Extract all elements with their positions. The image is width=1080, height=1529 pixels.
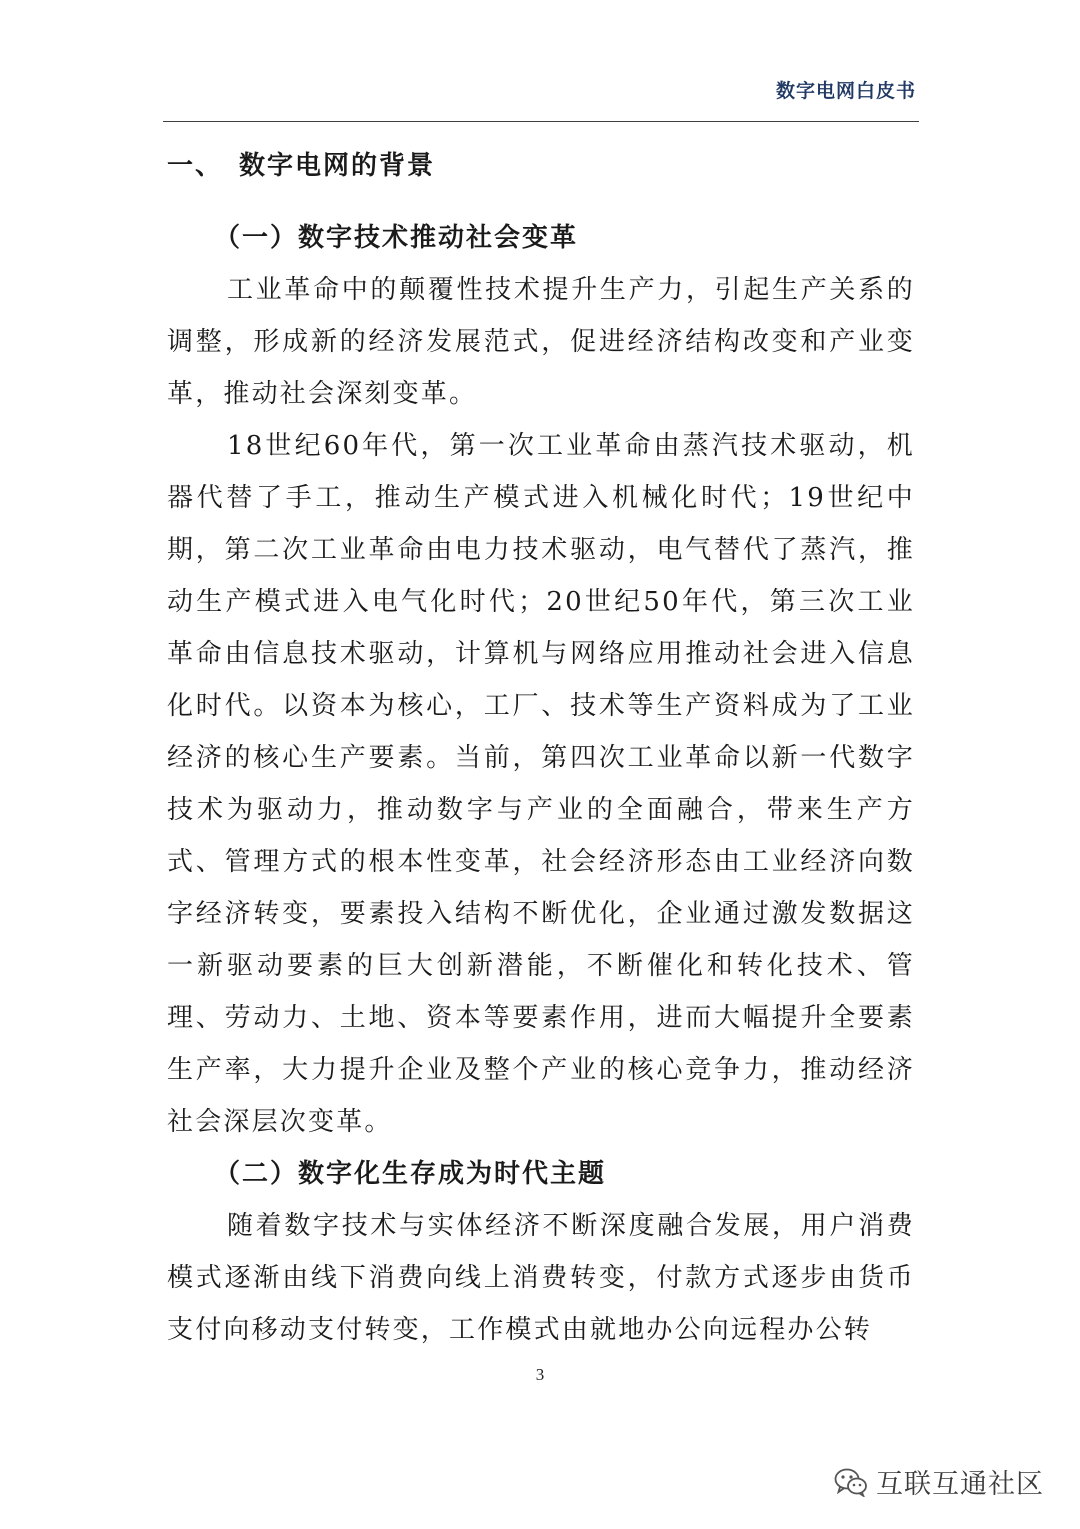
- header-divider: [163, 121, 919, 122]
- header-title: 数字电网白皮书: [775, 80, 916, 102]
- subsection-2: [167, 1148, 915, 1356]
- subsection-heading: （二）数字化生存成为时代主题: [214, 1159, 607, 1189]
- watermark-text: 互联互通社区: [876, 1469, 1044, 1500]
- page-number: 3: [535, 1365, 545, 1384]
- paragraph: 随着数字技术与实体经济不断深度融合发展，用户消费模式逐渐由线下消费向线上消费转变，付款方式逐步由货币支付向移动支付转变，工作模式由就地办公向远程办公转: [167, 1211, 915, 1345]
- paragraph: 18世纪60年代，第一次工业革命由蒸汽技术驱动，机器代替了手工，推动生产模式进入机械化时代；19世纪中期，第二次工业革命由电力技术驱动，电气替代了蒸汽，推动生产模式进入电气化时代；20世纪50年代，第三次工业革命由信息技术驱动，计算机与网络应用推动社会进入信息化时代。以资本为核心，工厂、技术等生产资料成为了工业经济的核心生产要素。当前，第四次工业革命以新一代数字技术为驱动力，推动数字与产业的全面融合，带来生产方式、管理方式的根本性变革，社会经济形态由工业经济向数字经济转变，要素投入结构不断优化，企业通过激发数据这一新驱动要素的巨大创新潜能，不断催化和转化技术、管理、劳动力、土地、资本等要素作用，进而大幅提升全要素生产率，大力提升企业及整个产业的核心竞争力，推动经济社会深层次变革。: [167, 431, 915, 1137]
- subsection-heading: （一）数字技术推动社会变革: [214, 223, 579, 253]
- paragraph: 工业革命中的颠覆性技术提升生产力，引起生产关系的调整，形成新的经济发展范式，促进经济结构改变和产业变革，推动社会深刻变革。: [167, 275, 915, 409]
- section-heading: [167, 140, 915, 192]
- page-content: [167, 140, 915, 1356]
- wechat-icon: [834, 1467, 868, 1497]
- section-title: 数字电网的背景: [239, 151, 436, 181]
- section-number: 一、: [167, 151, 224, 181]
- subsection-1: [167, 212, 915, 1148]
- watermark: [834, 1462, 1044, 1501]
